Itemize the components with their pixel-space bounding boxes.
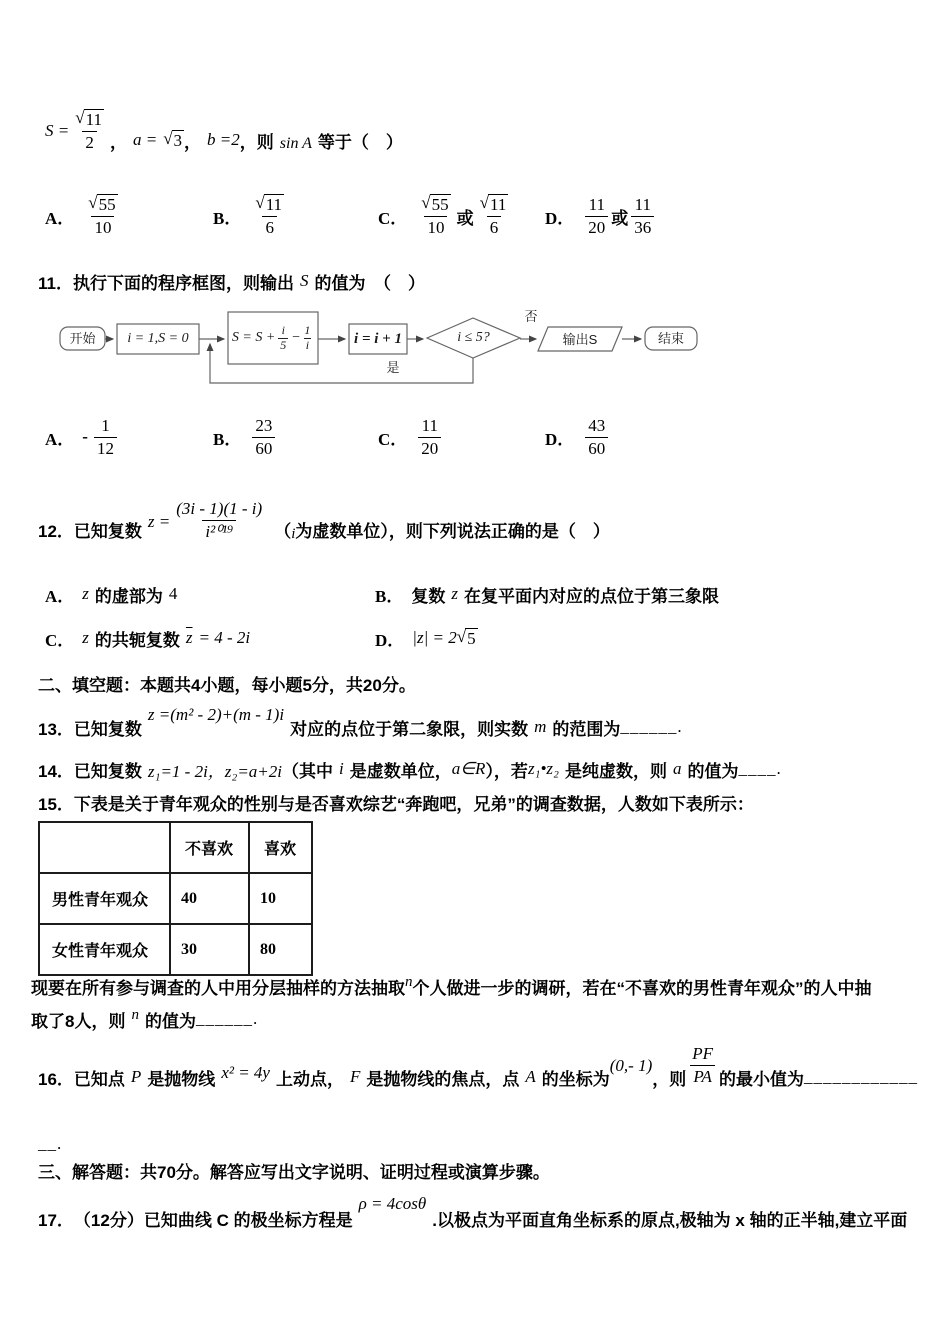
q17-text-1: 已知曲线 C 的极坐标方程是	[143, 1210, 353, 1230]
q16-text-7: 的最小值为	[719, 1069, 805, 1089]
question-13	[38, 698, 683, 744]
q13-blank: ______.	[620, 717, 683, 736]
q14-expression-1: z₁=1 - 2i，z₂=a+2i	[147, 761, 282, 781]
q16-fraction-PF-PA: $\frac{PF}{PA}$	[692, 1043, 714, 1086]
option-a-fraction: $\frac{1}{12}$	[94, 416, 117, 458]
question-11-options	[45, 408, 611, 466]
q16-coordinate: (0,- 1)	[609, 1056, 653, 1075]
z-var: z	[82, 584, 89, 603]
q12-number: 12．	[38, 521, 74, 541]
flow-no-label: 否	[524, 308, 538, 324]
minus-sign: -	[82, 427, 88, 446]
option-a-label: A．	[45, 429, 75, 449]
q13-tail-text: 的范围为	[552, 719, 621, 739]
q15-number: 15．	[38, 794, 74, 814]
option-d-label: D．	[545, 208, 575, 228]
q17-text-2: .以极点为平面直角坐标系的原点,极轴为 x 轴的正半轴,建立平面	[432, 1210, 908, 1230]
option-a-label: A．	[45, 586, 75, 606]
flow-init-label: i = 1,S = 0	[127, 331, 189, 346]
section-2-header: 二、填空题：本题共4小题，每小题5分，共20分。	[38, 675, 416, 695]
option-d-fraction-1: $\frac{11}{20}$	[585, 195, 608, 237]
q14-mid1-text: （其中	[282, 761, 333, 781]
option-d-fraction: $\frac{43}{60}$	[585, 416, 608, 458]
survey-table	[38, 821, 313, 976]
q10-sinA: sin A	[279, 135, 312, 152]
q16-text-5: 的坐标为	[541, 1069, 610, 1089]
option-d-label: D．	[545, 429, 575, 449]
q14-mid3-text: ），若	[485, 761, 528, 781]
q14-expression-2: z₁•z₂	[527, 759, 559, 778]
option-c-value: = 4 - 2i	[198, 628, 251, 647]
question-17	[38, 1190, 907, 1238]
sqrt-3: √ 3	[163, 128, 183, 150]
q12-text: 已知复数	[73, 521, 142, 541]
q10-s-eq: S =	[45, 121, 70, 140]
table-row-male	[39, 873, 312, 924]
question-10-stem	[45, 100, 403, 162]
z-conjugate-var: $\overline{z}$	[185, 628, 193, 647]
question-15-followup-line1	[31, 973, 872, 999]
q16-parabola-eq: x² = 4y	[221, 1063, 270, 1082]
q14-mid2-text: 是虚数单位，	[349, 761, 452, 781]
sqrt-11: √ 11	[75, 108, 102, 130]
q15-blank: ______.	[195, 1009, 259, 1028]
a-var: a	[672, 759, 682, 778]
table-row-female	[39, 924, 312, 975]
q14-blank: ____.	[738, 759, 782, 778]
q16-text-3: 上动点，	[275, 1069, 344, 1089]
option-c-text: 的共轭复数	[94, 630, 180, 650]
option-c-fraction: $\frac{11}{20}$	[418, 416, 441, 458]
q13-mid-text: 对应的点位于第二象限，则实数	[290, 719, 529, 739]
q10-fraction-sqrt11-2: √ 11 2	[75, 108, 102, 152]
q10-b-eq: b =2	[207, 130, 240, 149]
q14-a-in-R: a∈R	[451, 759, 486, 778]
option-c	[45, 626, 375, 651]
q11-text: 执行下面的程序框图，则输出	[72, 273, 294, 293]
table-header-row	[39, 822, 312, 873]
q13-number: 13．	[38, 719, 74, 739]
or-text: 或	[456, 208, 474, 228]
option-b-label: B．	[375, 586, 404, 606]
option-b-label: B．	[213, 208, 242, 228]
comma: ，	[239, 132, 257, 152]
female-like-count: 80	[249, 924, 312, 975]
flow-output-label: 输出S	[562, 331, 598, 347]
A-var: A	[525, 1067, 536, 1086]
comma: ，	[184, 132, 202, 152]
q17-number: 17．	[38, 1210, 74, 1230]
q10-a-eq: a =	[132, 130, 158, 149]
option-d-fraction-2: $\frac{11}{36}$	[631, 195, 654, 237]
comma: ，	[109, 132, 127, 152]
n-var: n	[405, 973, 413, 990]
option-d	[545, 195, 657, 237]
option-b	[213, 416, 378, 458]
option-d-label: D．	[375, 630, 405, 650]
table-corner-cell	[39, 822, 170, 873]
q16-text-6: ，则	[652, 1069, 687, 1089]
F-var: F	[349, 1067, 361, 1086]
sqrt-5: √ 5	[456, 626, 476, 648]
q16-text-2: 是抛物线	[147, 1069, 216, 1089]
option-a-label: A．	[45, 208, 75, 228]
flow-frac-1-i: $\frac{1}{i}$	[304, 323, 311, 352]
row-label-female: 女性青年观众	[39, 924, 170, 975]
z-var: z	[451, 584, 458, 603]
option-c-fraction-2: √ 11 6	[479, 193, 507, 237]
question-15-followup-line2	[31, 1006, 258, 1032]
q12-tail-text: 为虚数单位），则下列说法正确的是（ ）	[295, 521, 610, 541]
q12-i-var: i	[291, 525, 296, 542]
male-dislike-count: 40	[170, 873, 249, 924]
option-d	[375, 626, 478, 651]
option-a-value: 4	[168, 584, 178, 603]
flow-frac-i-5: $\frac{i}{5}$	[280, 323, 287, 352]
male-like-count: 10	[249, 873, 312, 924]
option-a-fraction: √ 55 10	[88, 193, 116, 237]
option-a	[45, 582, 375, 607]
option-a	[45, 194, 213, 237]
q16-number: 16．	[38, 1069, 74, 1089]
female-dislike-count: 30	[170, 924, 249, 975]
q16-text-1: 已知点	[73, 1069, 125, 1089]
q16-blank: ____________	[804, 1067, 919, 1086]
option-b-label: B．	[213, 429, 242, 449]
question-16	[38, 1038, 918, 1104]
option-c-label: C．	[378, 208, 408, 228]
q15-followup-text-4: 的值为	[144, 1011, 196, 1031]
z-var: z	[82, 628, 89, 647]
q11-tail-text: 的值为 （ ）	[314, 273, 425, 293]
table-header-like: 喜欢	[249, 822, 312, 873]
flow-process-label: S = S + $\frac{i}{5}$ − $\frac{1}{i}$	[231, 323, 311, 352]
table-header-dislike: 不喜欢	[170, 822, 249, 873]
question-16-blank-continuation: __.	[38, 1134, 63, 1153]
q11-number: 11．	[38, 273, 73, 293]
row-label-male: 男性青年观众	[39, 873, 170, 924]
q10-tail-text: 等于（ ）	[317, 132, 403, 152]
option-c	[378, 416, 545, 458]
flow-increment-label: i = i + 1	[354, 330, 402, 347]
q10-then-text: 则	[256, 132, 274, 152]
option-b-fraction: √ 11 6	[255, 193, 283, 237]
q14-mid4-text: 是纯虚数，则	[564, 761, 667, 781]
option-b-fraction: $\frac{23}{60}$	[252, 416, 275, 458]
q13-text: 已知复数	[73, 719, 142, 739]
option-c-label: C．	[45, 630, 75, 650]
option-b	[375, 582, 719, 607]
option-a	[45, 416, 213, 458]
question-12-options-row2	[45, 620, 478, 656]
n-var: n	[131, 1006, 139, 1023]
paren-open: （	[274, 521, 292, 541]
q12-fraction: $\frac{(3i - 1)(1 - i)}{\text{i²⁰¹⁹}}$	[176, 498, 263, 541]
flow-start-label: 开始	[69, 331, 96, 346]
or-text: 或	[611, 208, 629, 228]
m-var: m	[534, 717, 547, 736]
q17-polar-equation: ρ = 4cosθ	[358, 1194, 427, 1213]
option-b	[213, 194, 378, 237]
section-3-header: 三、解答题：共70分。解答应写出文字说明、证明过程或演算步骤。	[38, 1162, 550, 1182]
i-var: i	[339, 759, 344, 778]
question-15-stem	[38, 789, 754, 815]
option-b-text: 在复平面内对应的点位于第三象限	[463, 586, 719, 606]
option-c	[378, 194, 545, 237]
option-c-label: C．	[378, 429, 408, 449]
q16-text-4: 是抛物线的焦点，点	[366, 1069, 520, 1089]
P-var: P	[130, 1067, 142, 1086]
q14-tail-text: 的值为	[687, 761, 739, 781]
q14-number: 14．	[38, 761, 74, 781]
question-11-stem	[38, 268, 425, 294]
question-10-options	[45, 185, 657, 247]
question-12-options-row1	[45, 578, 719, 610]
q11-S-var: S	[299, 271, 309, 290]
flow-end-label: 结束	[657, 331, 684, 346]
option-d-expr: |z| = 2	[412, 628, 457, 647]
q15-followup-text-1: 现要在所有参与调查的人中用分层抽样的方法抽取	[31, 978, 405, 998]
option-a-text: 的虚部为	[94, 586, 163, 606]
q17-score: （12分）	[73, 1210, 144, 1230]
option-d	[545, 416, 611, 458]
question-12-stem	[38, 488, 610, 552]
option-b-pre-text: 复数	[411, 586, 446, 606]
q15-text: 下表是关于青年观众的性别与是否喜欢综艺“奔跑吧，兄弟”的调查数据，人数如下表所示：	[73, 794, 754, 814]
q14-text: 已知复数	[73, 761, 142, 781]
q12-z-eq: z =	[147, 512, 171, 531]
q15-followup-text-3: 取了8人，则	[31, 1011, 126, 1031]
q15-followup-text-2: 个人做进一步的调研，若在“不喜欢的男性青年观众”的人中抽	[412, 978, 872, 998]
option-c-fraction-1: √ 55 10	[421, 193, 449, 237]
question-14	[38, 756, 782, 782]
flow-yes-label: 是	[386, 359, 400, 375]
q13-expression: z =(m² - 2)+(m - 1)i	[147, 705, 285, 724]
flow-condition-label: i ≤ 5?	[457, 330, 490, 345]
